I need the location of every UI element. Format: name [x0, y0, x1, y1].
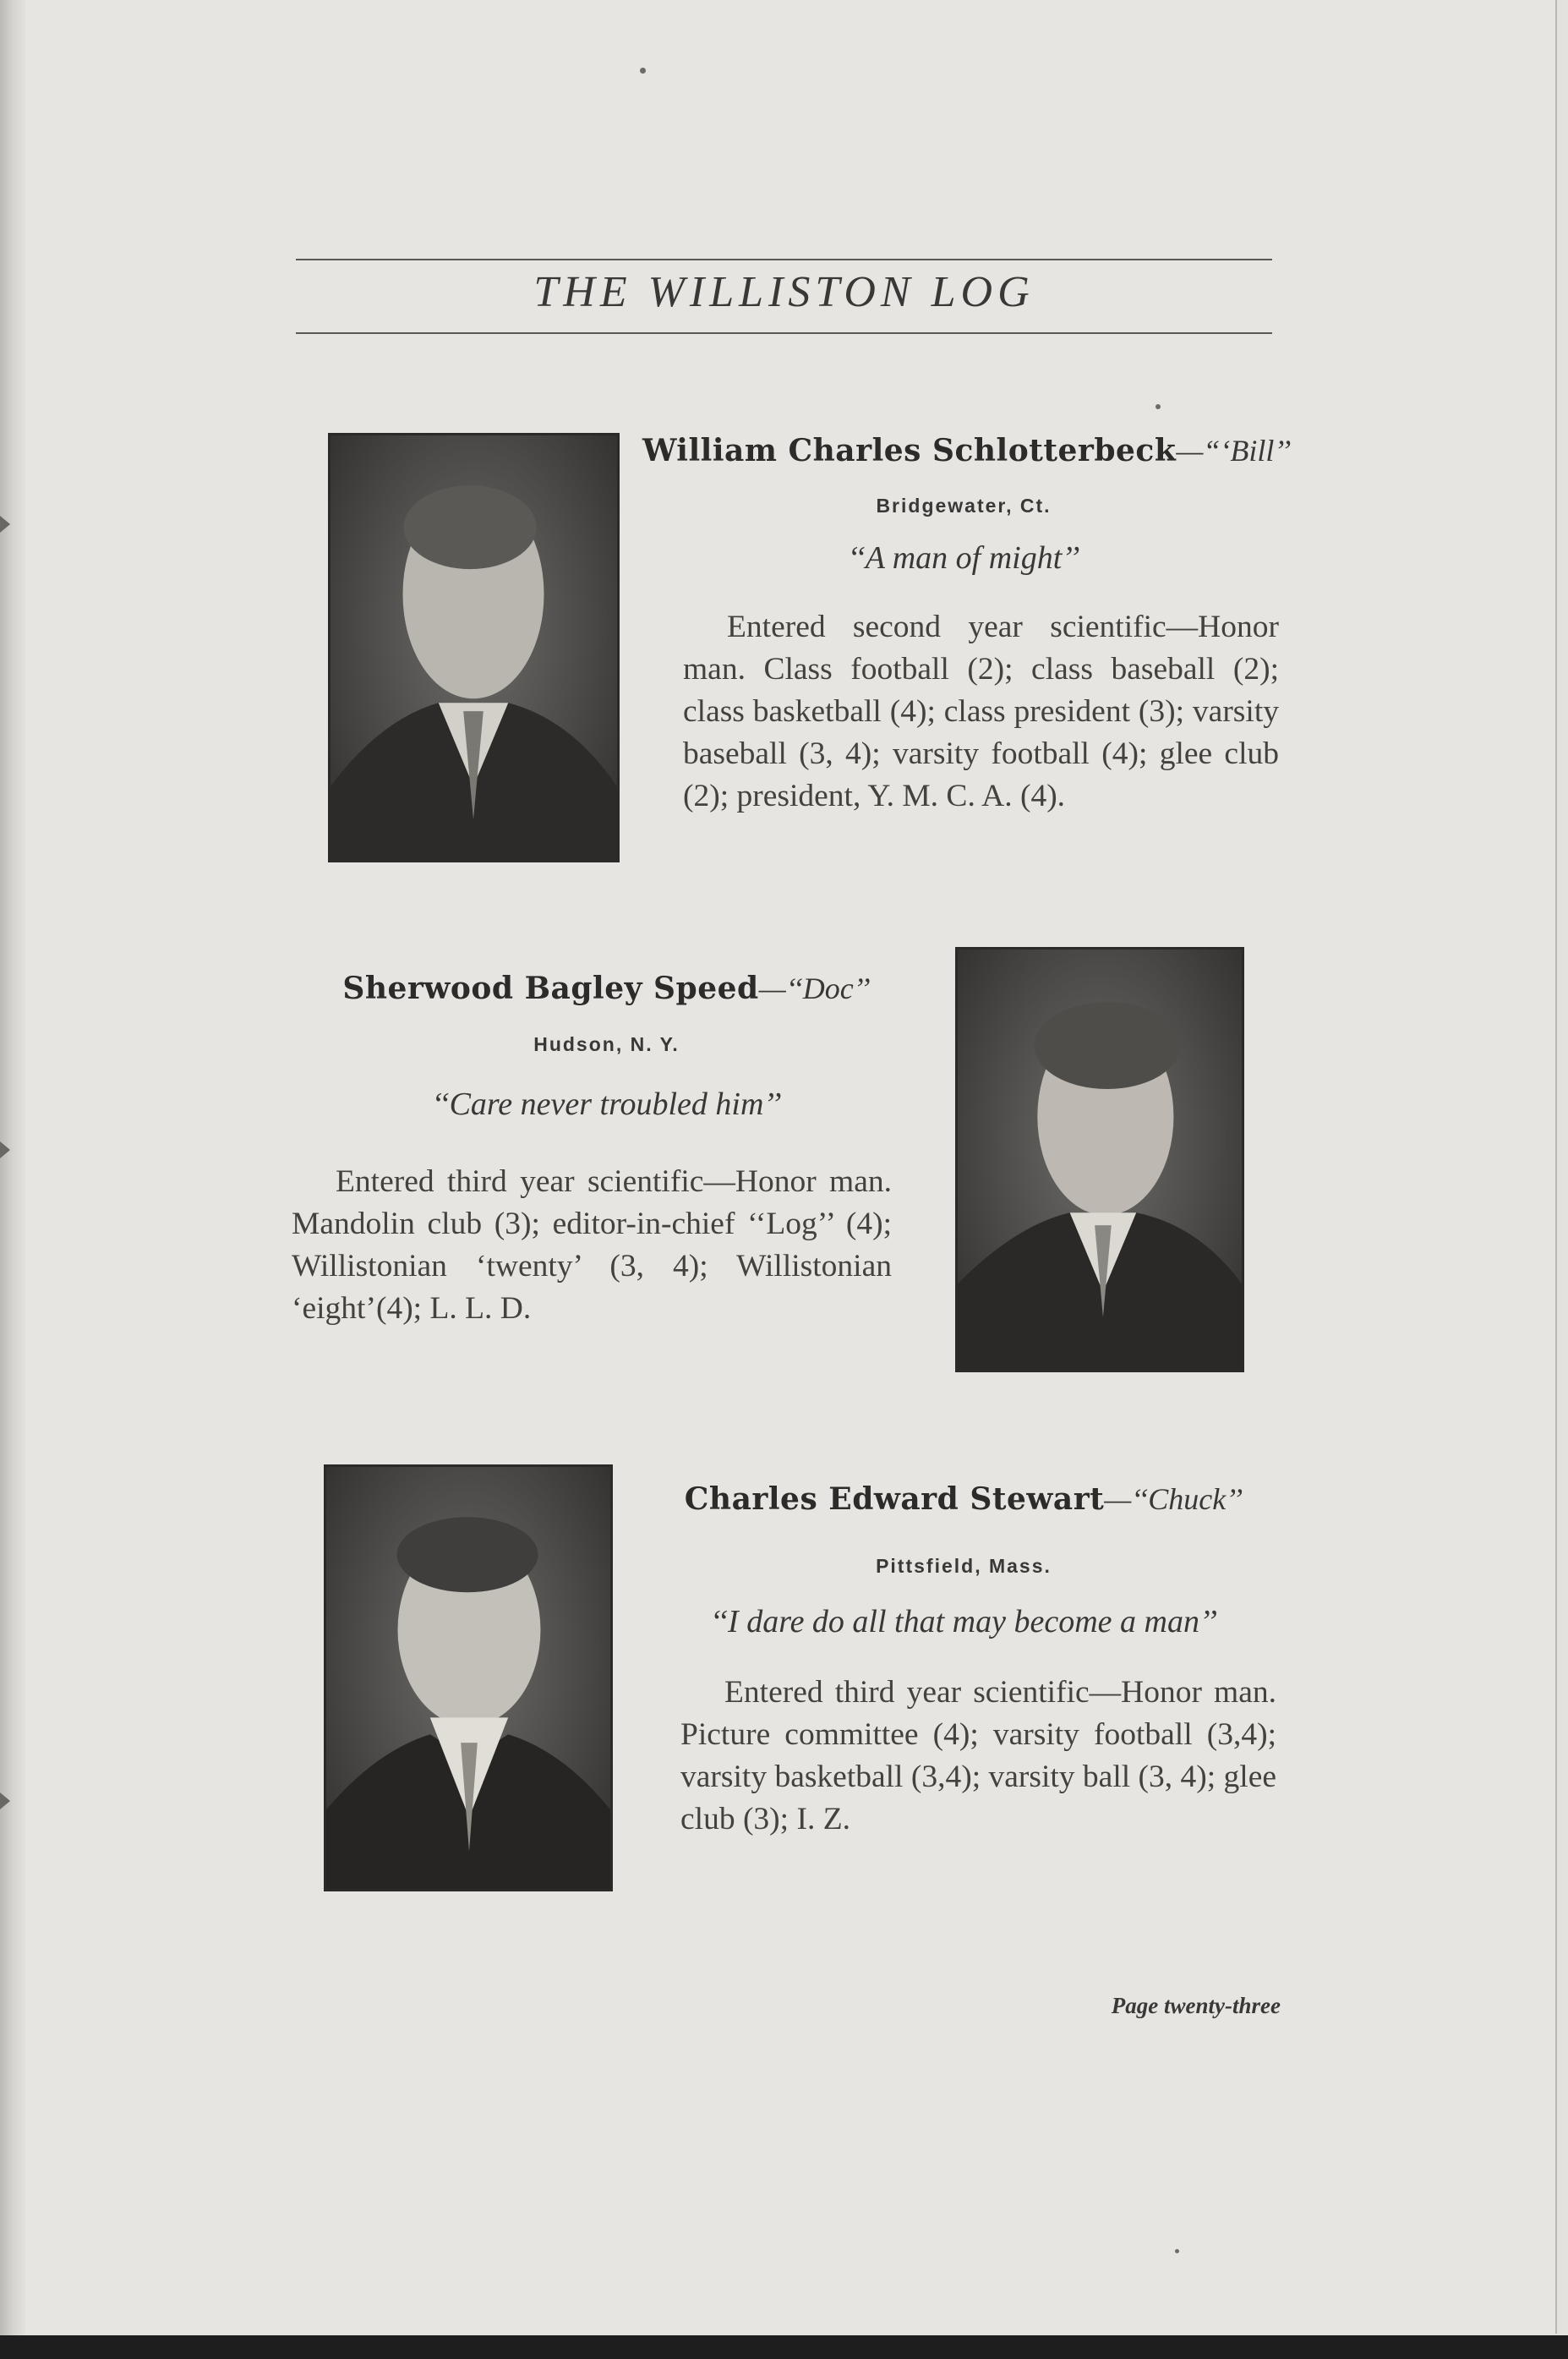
entry-1-name: William Charles Schlotterbeck — [642, 433, 1177, 468]
entry-3-name-line — [642, 1481, 1285, 1517]
entry-3-bio: Entered third year scientific—Honor man. Picture committee (4); varsity football (3,4); varsity basketball (3,4); varsity ball (3, 4); glee club (3); I. Z. — [680, 1675, 1277, 1836]
paper-speck — [640, 68, 646, 74]
entry-3-name: Charles Edward Stewart — [684, 1481, 1105, 1517]
entry-3-nickname: —‘‘Chuck’’ — [1104, 1482, 1243, 1516]
paper-speck — [1156, 404, 1161, 409]
entry-2-name-line — [292, 971, 921, 1006]
entry-3-motto: ‘‘I dare do all that may become a man’’ — [709, 1604, 1218, 1639]
entry-2-bio: Entered third year scientific—Honor man. Mandolin club (3); editor-in-chief ‘‘Log’’ (4); Willistonian ‘twenty’ (3, 4); Willistonian ‘eight’(4); L. L. D. — [292, 1164, 892, 1326]
portrait-photo-speed — [955, 947, 1244, 1372]
entry-2-hometown: Hudson, N. Y. — [533, 1033, 680, 1055]
entry-1-name-line — [642, 433, 1292, 468]
portrait-photo-stewart — [324, 1464, 613, 1891]
page-number: Page twenty-three — [1111, 1993, 1281, 2018]
binding-notch — [0, 1141, 10, 1158]
entry-2-motto: ‘‘Care never troubled him’’ — [431, 1086, 782, 1122]
scan-edge — [0, 2335, 1568, 2359]
header-rule-top — [296, 259, 1272, 260]
entry-2-nickname: —‘‘Doc’’ — [758, 972, 871, 1005]
page-header-title: THE WILLISTON LOG — [533, 268, 1035, 316]
entry-1-bio: Entered second year scientific—Honor man. Class football (2); class baseball (2); class basketball (4); class president (3); varsity baseball (3, 4); varsity football (4); glee club (2); president, Y. M. C. A. (4). — [683, 610, 1279, 813]
binding-notch — [0, 1793, 10, 1809]
entry-1-hometown: Bridgewater, Ct. — [876, 495, 1052, 517]
entry-2-name: Sherwood Bagley Speed — [342, 971, 759, 1006]
binding-notch — [0, 516, 10, 533]
portrait-photo-schlotterbeck — [328, 433, 620, 862]
entry-3-hometown: Pittsfield, Mass. — [876, 1555, 1052, 1577]
book-spine — [0, 0, 25, 2359]
entry-1-nickname: —“‘Bill’’ — [1176, 434, 1292, 468]
entry-1-motto: ‘‘A man of might’’ — [847, 540, 1080, 576]
header-rule-bottom — [296, 332, 1272, 334]
paper-speck — [1175, 2249, 1179, 2253]
